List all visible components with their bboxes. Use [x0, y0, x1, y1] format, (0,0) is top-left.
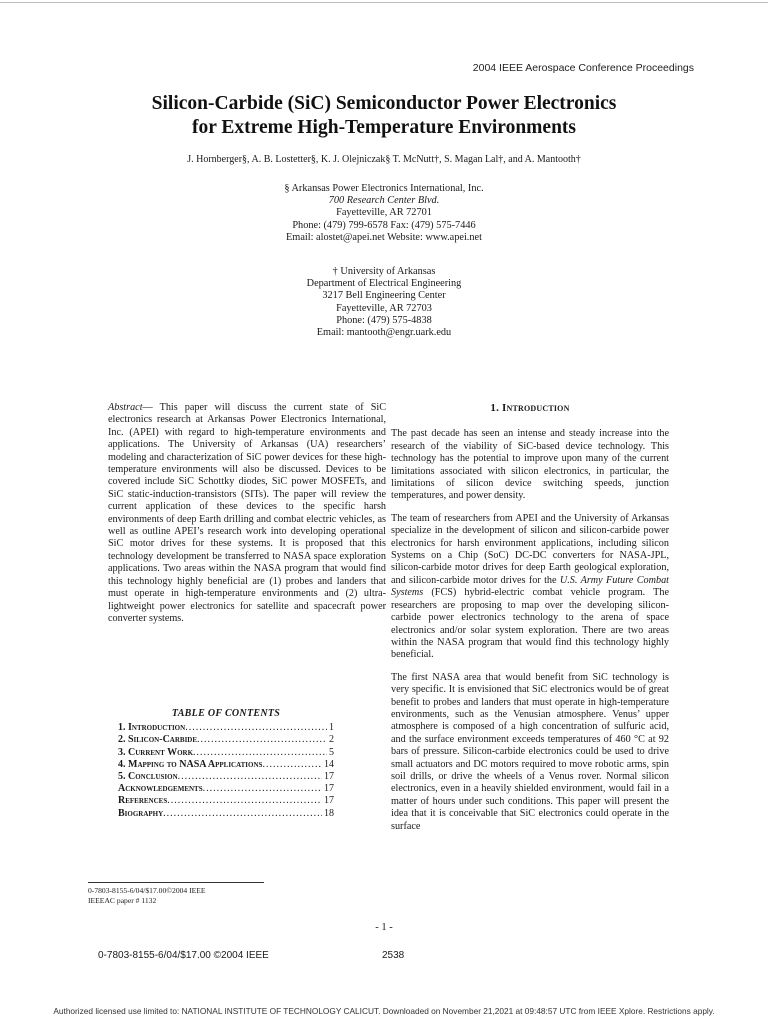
affiliation-line: 700 Research Center Blvd. [328, 195, 440, 207]
footnote-line: 0-7803-8155-6/04/$17.00©2004 IEEE [88, 886, 206, 895]
toc-entry [118, 771, 334, 783]
affiliation-line: Fayetteville, AR 72701 [336, 207, 432, 219]
toc-leader [163, 808, 322, 820]
toc-entry-page: 18 [324, 807, 334, 819]
footnote-line: IEEEAC paper # 1132 [88, 896, 157, 905]
toc-entry-label: 3. Current Work [118, 746, 194, 758]
toc-leader [178, 771, 322, 783]
abstract-paragraph [108, 402, 386, 625]
affiliation-line: Department of Electrical Engineering [306, 278, 462, 290]
affiliation-apei [0, 183, 768, 244]
intro-italic-text: U.S. Army Future Combat Systems [391, 574, 669, 599]
affiliation-line: † University of Arkansas [332, 266, 436, 277]
toc-entry-label: 2. Silicon-Carbide [118, 734, 198, 746]
left-column [108, 402, 386, 635]
toc-entry [118, 783, 334, 795]
toc-entry-page: 1 [329, 722, 334, 734]
title-line-2: for Extreme High-Temperature Environments [191, 117, 576, 138]
affiliation-line: Email: alostet@apei.net Website: www.apei.net [286, 231, 482, 243]
page-number: - 1 - [375, 922, 393, 933]
footer-copyright: 0-7803-8155-6/04/$17.00 ©2004 IEEE [98, 950, 269, 961]
intro-text: (FCS) hybrid-electric combat vehicle program. The researchers are proposing to map over the developing silicon-carbide power electronics technology to the arena of space electronics and/or solar system exploration. There are two areas within the NASA program that would find this technology highly beneficial. [391, 587, 669, 661]
toc-entry [118, 747, 334, 759]
toc-leader [262, 759, 322, 771]
intro-paragraph: The first NASA area that would benefit from SiC technology is very specific. It is envisioned that SiC electronics would be of great benefit to probes and landers that must operate in high-temperature environments, such as the Venusian atmosphere. Venus’ upper atmosphere is composed of a high concentration of sulfuric acid, and the surface environment exceeds temperatures of 460 °C at 92 bars of pressure. Silicon-carbide electronics could be used to drive small actuators and DC motors required to move robotic arms, spin soil drills, or drive the wheels of a Venus rover. Normal silicon electronics, even in a heavily shielded environment, would fail in a matter of hours under such conditions. This paper will present the idea that it is conceivable that SiC electronics could operate in the surface [391, 671, 669, 832]
license-notice: Authorized licensed use limited to: NATIONAL INSTITUTE OF TECHNOLOGY CALICUT. Downloaded on November 21,2021 at 09:48:57 UTC from IEEE Xplore. Restrictions apply. [53, 1006, 715, 1016]
toc-entry [118, 722, 334, 734]
toc-entry [118, 734, 334, 746]
affiliation-line: 3217 Bell Engineering Center [322, 290, 446, 302]
toc-entry [118, 795, 334, 807]
paper-title [0, 92, 768, 140]
toc-leader [193, 747, 327, 759]
toc-entry-page: 2 [329, 734, 334, 746]
affiliation-line: Fayetteville, AR 72703 [336, 302, 432, 314]
affiliation-line: § Arkansas Power Electronics International, Inc. [284, 183, 484, 194]
top-rule [0, 2, 768, 3]
conference-header: 2004 IEEE Aerospace Conference Proceedings [472, 62, 694, 74]
affiliation-line: Phone: (479) 799-6578 Fax: (479) 575-7446 [292, 219, 476, 231]
intro-paragraph [391, 513, 669, 662]
intro-text: The team of researchers from APEI and the University of Arkansas specialize in the development of silicon and silicon-carbide power electronics for harsh environment applications, including silicon Systems on a Chip (SoC) DC-DC converters for NASA-JPL, silicon-carbide motor drives for deep Earth geological exploration, and silicon-carbide motor drives for the [391, 512, 669, 586]
toc-leader [167, 795, 322, 807]
footer-page-id: 2538 [382, 950, 405, 961]
table-of-contents [118, 708, 334, 820]
copyright-footnote [88, 886, 206, 906]
affiliation-line: Phone: (479) 575-4838 [336, 314, 432, 326]
toc-leader [185, 722, 327, 734]
section-heading-introduction: 1. Introduction [490, 402, 570, 414]
author-list: J. Hornberger§, A. B. Lostetter§, K. J. Olejniczak§ T. McNutt†, S. Magan Lal†, and A. Mantooth† [187, 154, 581, 165]
toc-entry-page: 14 [324, 758, 334, 770]
toc-entry-page: 17 [324, 795, 334, 807]
toc-leader [197, 734, 327, 746]
toc-entry-label: References [118, 795, 168, 807]
toc-entry-label: Biography [118, 807, 164, 819]
title-line-1: Silicon-Carbide (SiC) Semiconductor Power Electronics [151, 93, 617, 114]
toc-entry-label: 5. Conclusion [118, 771, 178, 783]
toc-entry-label: 1. Introduction [118, 722, 186, 734]
toc-entry-label: 4. Mapping to NASA Applications [118, 758, 263, 770]
toc-entry-label: Acknowledgements [118, 783, 203, 795]
toc-leader [203, 783, 322, 795]
affiliation-line: Email: mantooth@engr.uark.edu [316, 327, 452, 339]
footnote-rule [88, 882, 264, 883]
affiliation-uark [0, 266, 768, 339]
abstract-text: — This paper will discuss the current state of SiC electronics research at Arkansas Power Electronics International, Inc. (APEI) with regard to high-temperature environments and applications. The University of Arkansas (UA) researchers’ modeling and characterization of SiC power devices for these high-temperature environments will also be discussed. Devices to be covered include SiC Schottky diodes, SiC power MOSFETs, and SiC static-induction-transistors (SITs). The paper will review the current application of these devices to the specific harsh environments of deep Earth drilling and combat electric vehicles, as well as outline APEI’s research work into developing operational SiC motor drives for these systems. It is proposed that this technology development be transferred to NASA space exploration applications. Two areas within the NASA program that would find this technology highly beneficial are (1) probes and landers that must operate in high-temperature environments and (2) ultra-lightweight power electronics for satellite and spacecraft power converter systems. [108, 402, 386, 624]
toc-entry-page: 17 [324, 771, 334, 783]
intro-paragraph: The past decade has seen an intense and steady increase into the research of the viability of SiC-based device technology. This technology has the potential to improve upon many of the current limitations associated with silicon electronics, in particular, the limitations of silicon device switching speeds, junction temperatures, and power density. [391, 428, 669, 502]
toc-entry [118, 759, 334, 771]
toc-entry [118, 808, 334, 820]
toc-entry-page: 5 [329, 746, 334, 758]
toc-entry-page: 17 [324, 783, 334, 795]
right-column [391, 402, 669, 843]
toc-title: TABLE OF CONTENTS [171, 708, 281, 719]
abstract-label: Abstract [108, 402, 143, 413]
